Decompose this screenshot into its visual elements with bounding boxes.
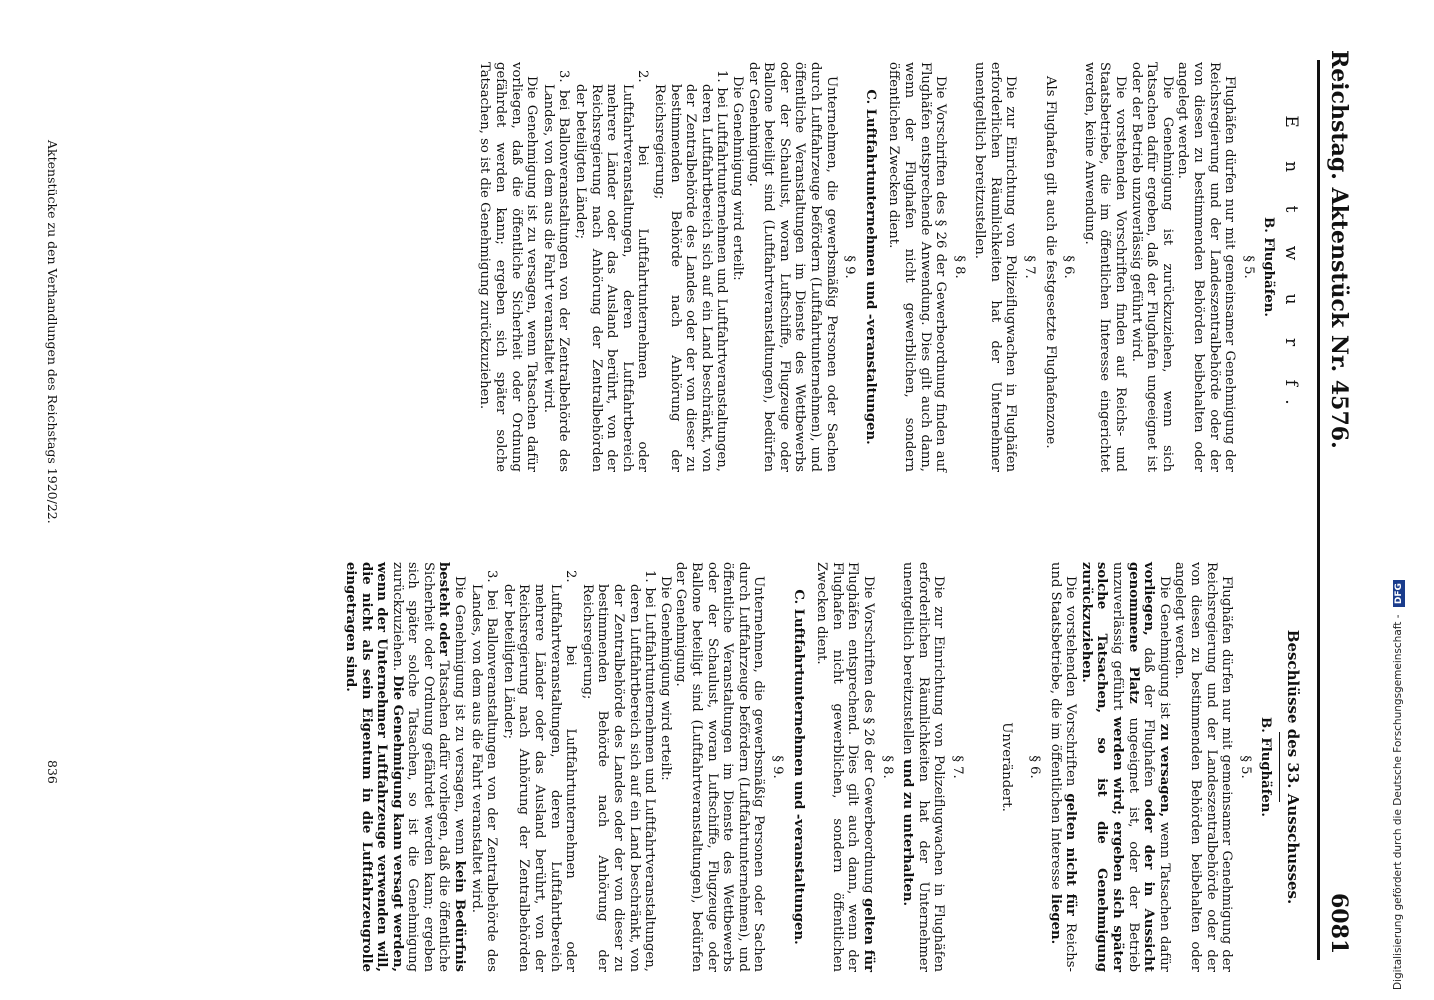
document-page [20,0,1380,1000]
footer-page-number: 836 [45,760,60,784]
column-title: E n t w u r f. [1281,115,1301,419]
funding-text: Digitalisierung gefördert durch die Deutsche Forschungsgemeinschaft - [1392,614,1404,990]
list-item: 2. bei Luftfahrtunternehmen oder Luftfahrtveranstaltungen, deren Luftfahrtbereich mehrere Länder oder das Ausland berührt, von der Reichsregierung nach Anhörung der Zentralbehörden der beteiligten Länder; [500,570,579,972]
paragraph-text: Die Genehmigung ist zu versagen, wenn Tatsachen dafür vorliegen, daß der Flughafen oder der in Aussicht genommene Platz ungeeignet ist, oder der Betrieb unzuverlässig geführt werden wird; ergeben sich später solche Tatsachen, so ist die Genehmigung zurückzuziehen. [1078,562,1172,972]
funding-note [1392,0,1405,990]
draft-column [477,62,1302,472]
paragraph-text: Die Genehmigung wird erteilt: [657,576,673,781]
paragraph-number: § 8. [879,755,895,779]
header-page-number: 6081 [1326,893,1352,955]
title-rule [1279,732,1280,802]
paragraph-text: Die zur Einrichtung von Polizeiflugwachen in Flughäfen erforderlichen Räumlichkeiten hat der Unternehmer unentgeltlich bereitzustellen. [972,62,1019,472]
paragraph-number: § 6. [1061,255,1077,279]
paragraph-number: § 7. [949,755,965,779]
paragraph-number: § 5. [1240,255,1256,279]
list-item: 3. bei Ballonveranstaltungen von der Zentralbehörde des Landes, von dem aus die Fahrt veranstaltet wird. [468,570,500,972]
paragraph-text: Die vorstehenden Vorschriften gelten nicht für Reichs- und Staatsbetriebe, die im öffentlichen Interesse liegen. [1047,562,1079,973]
committee-column [342,562,1302,972]
paragraph-text: Die Genehmigung ist zu versagen, wenn kein Bedürfnis besteht oder Tatsachen dafür vorliegen, daß die öffentliche Sicherheit oder Ordnung gefährdet werden kann; ergeben sich später solche Tatsachen, so ist die Genehmigung zurückzuziehen. Die Genehmigung kann versagt werden, wenn der Unternehmer Luftfahrzeuge verwenden will, die nicht als sein Eigentum in die Luftfahrzeugrolle eingetragen sind. [342,562,468,973]
paragraph-text: Die Genehmigung ist zurückzuziehen, wenn sich Tatsachen dafür ergeben, daß der Flughafen ungeeignet ist oder der Betrieb unzuverlässig geführt wird. [1128,62,1175,472]
paragraph-text: Unternehmen, die gewerbsmäßig Personen oder Sachen durch Luftfahrzeuge befördern (Luftfahrtunternehmen), und öffentliche Veranstaltungen im Dienste des Wettbewerbs oder der Schaulust, woran Luftschiffe, Flugzeuge oder Ballone beteiligt sind (Luftfahrtveranstaltungen), bedürfen der Genehmigung. [745,62,839,472]
paragraph-number: § 6. [1027,755,1043,779]
paragraph-number: § 8. [951,255,967,279]
paragraph-text: Flughäfen dürfen nur mit gemeinsamer Genehmigung der Reichsregierung und der Landeszentralbehörde oder der von diesen zu bestimmenden Behörden beibehalten oder angelegt werden. [1172,562,1235,972]
section-heading: B. Flughäfen. [1258,717,1274,817]
paragraph-text: Die Genehmigung wird erteilt: [730,76,745,281]
paragraph-text: Die Vorschriften des § 26 der Gewerbeordnung gelten für Flughäfen entsprechend. Dies gilt auch dann, wenn der Flughafen nicht gewerblichen, sondern öffentlichen Zwecken dient. [814,562,876,973]
header-rule [1317,60,1320,960]
footer-source: Aktenstücke zu den Verhandlungen des Reichstags 1920/22. [45,140,60,524]
paragraph-number: § 9. [842,255,858,279]
header-title: Reichstag. Aktenstück Nr. 4576. [1326,50,1352,449]
side-strip [1388,0,1434,1000]
section-heading: B. Flughäfen. [1261,217,1277,317]
paragraph-text: Unverändert. [999,722,1015,812]
paragraph-text: Unternehmen, die gewerbsmäßig Personen oder Sachen durch Luftfahrzeuge befördern (Luftfahrtunternehmen), und öffentliche Veranstaltungen im Dienste des Wettbewerbs oder der Schaulust, woran Luftschiffe, Flugzeuge oder Ballone beteiligt sind (Luftfahrtveranstaltungen), bedürfen der Genehmigung. [673,562,767,972]
list-item: 3. bei Ballonveranstaltungen von der Zentralbehörde des Landes, von dem aus die Fahrt veranstaltet wird. [540,70,572,472]
paragraph-number: § 9. [769,755,785,779]
list-item: 1. bei Luftfahrtunternehmen und Luftfahrtveranstaltungen, deren Luftfahrtbereich sich auf ein Land beschränkt, von der Zentralbehörde des Landes oder der von dieser zu bestimmenden Behörde nach Anhörung der Reichsregierung; [652,70,730,472]
section-heading: C. Luftfahrtunternehmen und -veranstaltungen. [790,589,806,945]
paragraph-text: Die Genehmigung ist zu versagen, wenn Tatsachen dafür vorliegen, daß die öffentliche Sicherheit oder Ordnung gefährdet werden kann; ergeben sich später solche Tatsachen, so ist die Genehmigung zurückzuziehen. [477,62,540,472]
paragraph-text: Die zur Einrichtung von Polizeiflugwachen in Flughäfen erforderlichen Räumlichkeiten hat der Unternehmer unentgeltlich bereitzustellen und zu unterhalten. [900,562,947,972]
paragraph-text: Die Vorschriften des § 26 der Gewerbeordnung finden auf Flughäfen entsprechende Anwendung. Dies gilt auch dann, wenn der Flughafen nicht gewerblichen, sondern öffentlichen Zwecken dient. [886,62,949,472]
paragraph-text: Die vorstehenden Vorschriften finden auf Reichs- und Staatsbetriebe, die im öffentlichen Interesse eingerichtet werden, keine Anwendung. [1081,62,1129,472]
paragraph-number: § 5. [1237,755,1253,779]
paragraph-number: § 7. [1022,255,1038,279]
section-heading: C. Luftfahrtunternehmen und -veranstaltungen. [862,89,878,445]
column-title: Beschlüsse des 33. Ausschusses. [1284,629,1302,905]
list-item: 1. bei Luftfahrtunternehmen und Luftfahrtveranstaltungen, deren Luftfahrtbereich sich auf ein Land beschränkt, von der Zentralbehörde des Landes oder der von dieser zu bestimmenden Behörde nach Anhörung der Reichsregierung; [579,570,658,972]
list-item: 2. bei Luftfahrtunternehmen oder Luftfahrtveranstaltungen, deren Luftfahrtbereich mehrere Länder oder das Ausland berührt, von der Reichsregierung nach Anhörung der Zentralbehörden der beteiligten Länder; [573,70,651,472]
paragraph-text: Flughäfen dürfen nur mit gemeinsamer Genehmigung der Reichsregierung und der Landeszentralbehörde oder der von diesen zu bestimmenden Behörden beibehalten oder angelegt werden. [1175,62,1238,472]
dfg-logo: DFG [1393,580,1405,607]
paragraph-text: Als Flughafen gilt auch die festgesetzte Flughafenzone. [1042,76,1058,449]
